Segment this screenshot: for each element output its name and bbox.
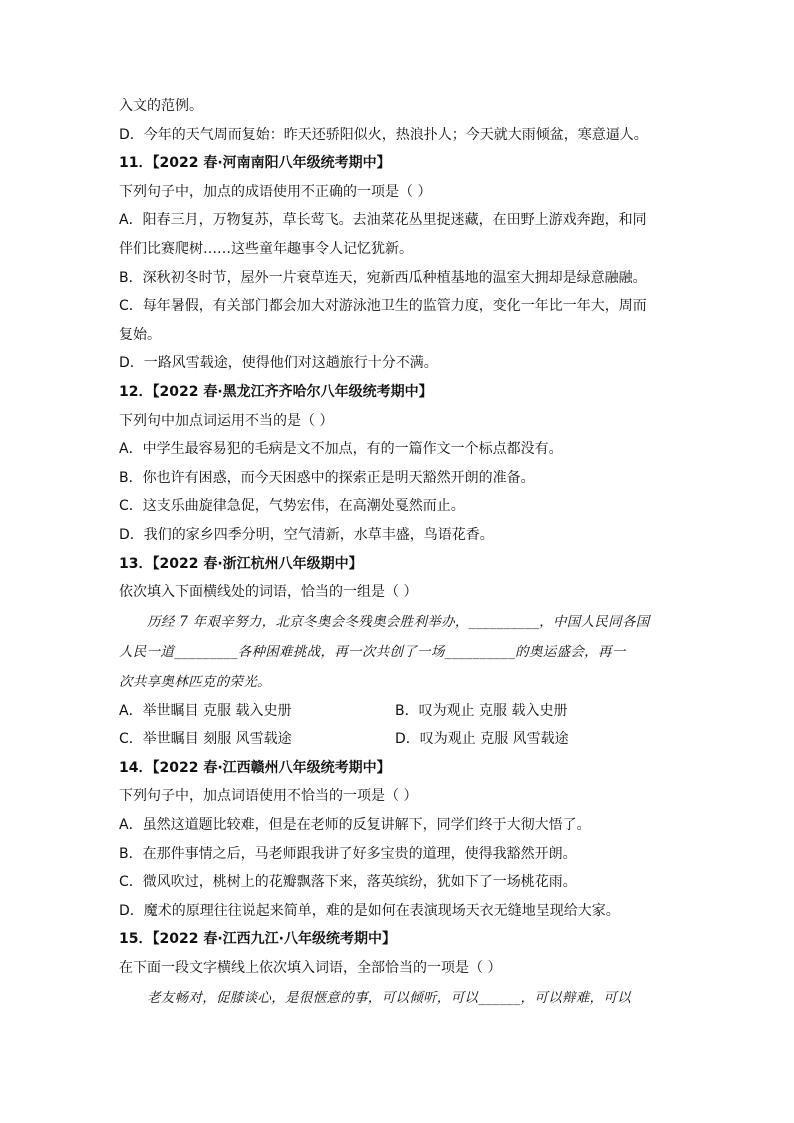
question-source: 【2022 春·浙江杭州八年级期中】	[152, 555, 363, 572]
question-11-line: 复始。	[119, 326, 161, 343]
question-14-line: C．微风吹过，桃树上的花瓣飘落下来，落英缤纷，犹如下了一场桃花雨。	[119, 874, 577, 891]
question-11-line: C．每年暑假，有关部门都会加大对游泳池卫生的监管力度，变化一年比一年大，周而	[119, 298, 647, 315]
question-13-passage-line: 人民一道_________各种困难挑战，再一次共创了一场__________的奥运盛会，再一	[119, 643, 626, 660]
question-15-stem: 在下面一段文字横线上依次填入词语，全部恰当的一项是（ ）	[119, 960, 502, 977]
question-15-passage-line: 老友畅对，促膝谈心，是很惬意的事，可以倾听，可以______，可以辩难，可以	[147, 989, 631, 1006]
question-13-passage-line: 次共享奥林匹克的荣光。	[119, 673, 271, 690]
question-14-line: A．虽然这道题比较难，但是在老师的反复讲解下，同学们终于大彻大悟了。	[119, 817, 591, 834]
content-column	[119, 92, 689, 1013]
question-source: 【2022 春·黑龙江齐齐哈尔八年级统考期中】	[152, 383, 433, 400]
question-12-line: A．中学生最容易犯的毛病是文不加点，有的一篇作文一个标点都没有。	[119, 441, 563, 458]
question-source: 【2022 春·江西赣州八年级统考期中】	[152, 759, 391, 776]
option-c: C．举世瞩目 刻服 风雪载途	[119, 731, 292, 748]
question-13-option-row	[119, 697, 689, 726]
question-number: 12．	[119, 383, 153, 400]
option-d: D．叹为观止 克服 风雪载途	[395, 731, 569, 748]
question-12-header	[119, 378, 689, 407]
question-12-line: C．这支乐曲旋律急促，气势宏伟，在高潮处戛然而止。	[119, 498, 465, 515]
question-11-line: 伴们比赛爬树……这些童年趣事令人记忆犹新。	[119, 240, 413, 257]
question-11-line: D．一路风雪载途，使得他们对这趟旅行十分不满。	[119, 355, 438, 372]
question-12-line: D．我们的家乡四季分明，空气清新，水草丰盛，鸟语花香。	[119, 526, 494, 543]
option-b: B．叹为观止 克服 载入史册	[395, 702, 568, 719]
option-a: A．举世瞩目 克服 载入史册	[119, 702, 292, 719]
question-12-line: B．你也许有困惑，而今天困惑中的探索正是明天豁然开朗的准备。	[119, 469, 535, 486]
question-13-stem: 依次填入下面横线处的词语，恰当的一组是（ ）	[119, 584, 418, 601]
question-12-stem: 下列句中加点词运用不当的是（ ）	[119, 412, 334, 429]
intro-line: 入文的范例。	[119, 98, 203, 114]
question-number: 13．	[119, 555, 153, 572]
question-13-passage-line: 历经 7 年艰辛努力，北京冬奥会冬残奥会胜利举办，__________，中国人民同各国	[147, 613, 650, 630]
question-source: 【2022 春·江西九江·八年级统考期中】	[152, 931, 396, 948]
question-number: 14．	[119, 759, 153, 776]
intro-line: D．今年的天气周而复始：昨天还骄阳似火，热浪扑人；今天就大雨倾盆，寒意逼人。	[119, 126, 648, 143]
question-14-line: D．魔术的原理往往说起来简单，难的是如何在表演现场天衣无缝地呈现给大家。	[119, 902, 620, 919]
question-source: 【2022 春·河南南阳八年级统考期中】	[152, 155, 391, 172]
question-15-header	[119, 925, 689, 954]
question-11-stem: 下列句子中，加点的成语使用不正确的一项是（ ）	[119, 183, 432, 200]
question-number: 15．	[119, 931, 153, 948]
question-13-option-row	[119, 725, 689, 754]
question-11-line: B．深秋初冬时节，屋外一片衰草连天，宛新西瓜种植基地的温室大拥却是绿意融融。	[119, 269, 647, 286]
question-14-line: B．在那件事情之后，马老师跟我讲了好多宝贵的道理，使得我豁然开朗。	[119, 845, 577, 862]
question-13-header	[119, 550, 689, 579]
question-14-header	[119, 754, 689, 783]
question-number: 11．	[119, 155, 153, 172]
question-14-stem: 下列句子中，加点词语使用不恰当的一项是（ ）	[119, 788, 418, 805]
question-11-header	[119, 149, 689, 178]
question-11-line: A．阳春三月，万物复苏，草长莺飞。去油菜花丛里捉迷藏，在田野上游戏奔跑，和同	[119, 212, 647, 229]
